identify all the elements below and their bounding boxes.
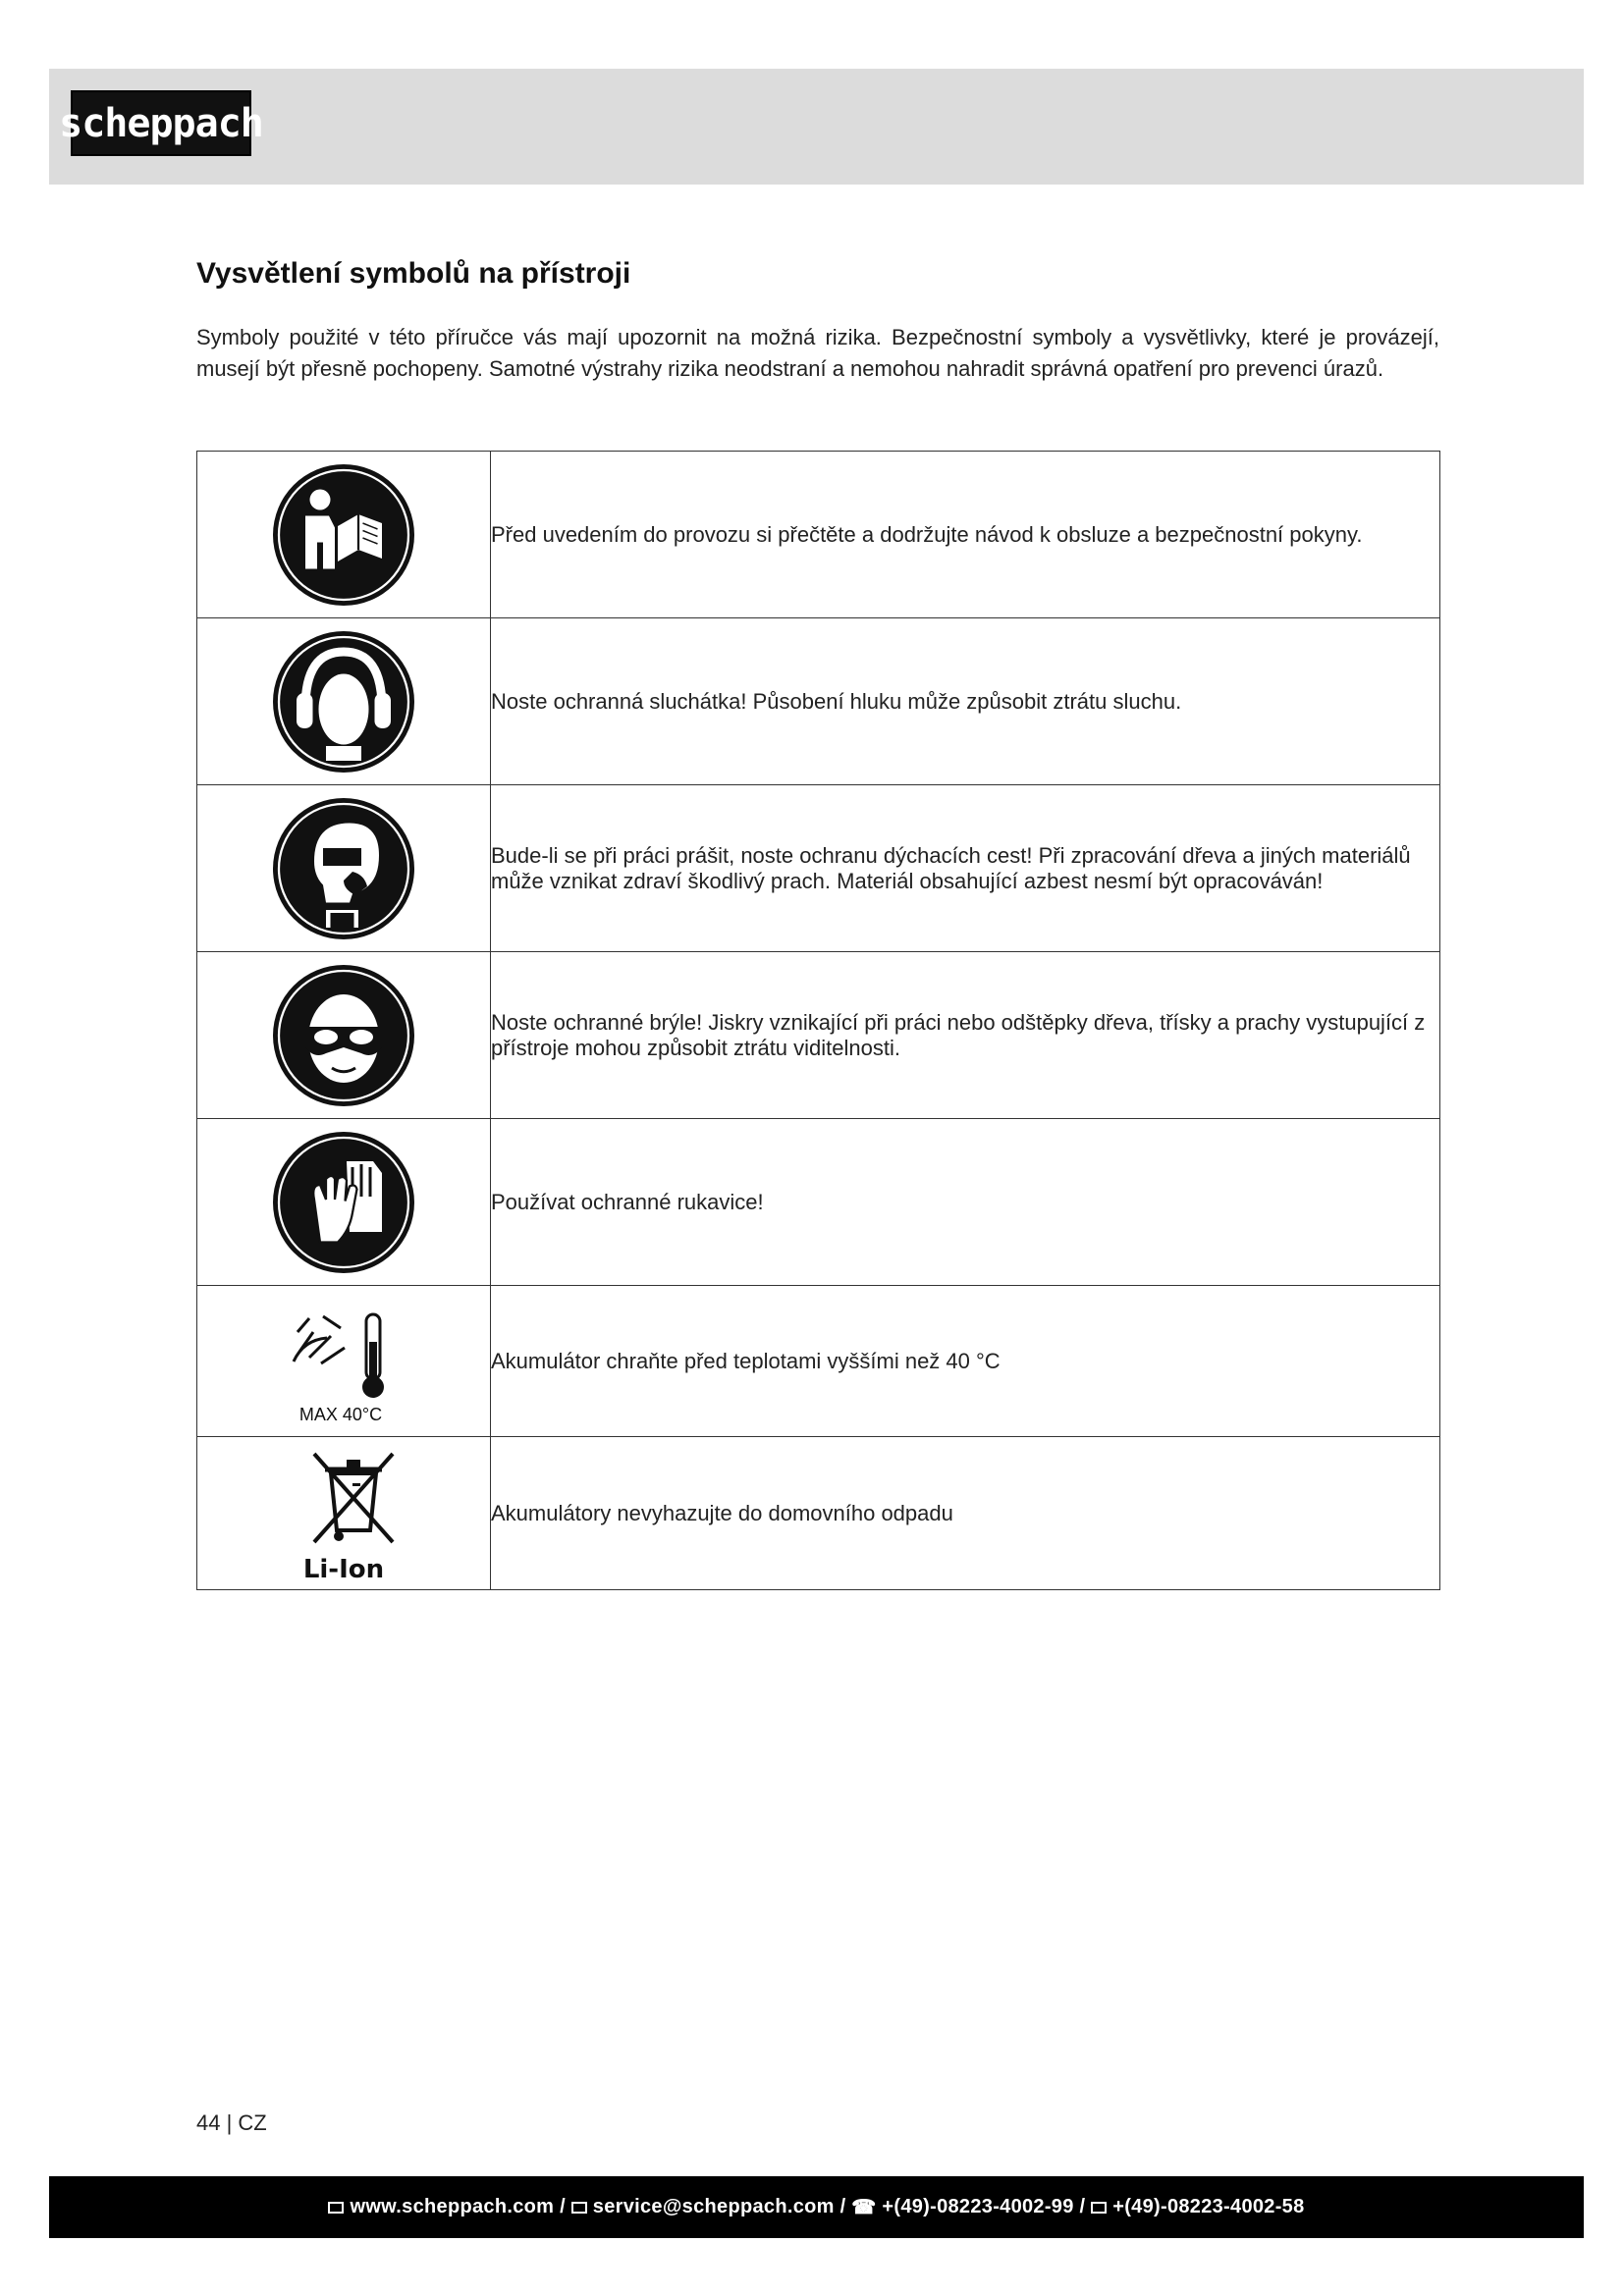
footer-web-link[interactable]: www.scheppach.com — [350, 2196, 555, 2217]
page-title: Vysvětlení symbolů na přístroji — [196, 257, 631, 290]
computer-icon — [328, 2202, 344, 2214]
icon-cell — [197, 452, 491, 618]
symbol-row — [197, 1119, 1440, 1286]
symbol-text: Bude-li se při práci prášit, noste ochranu dýchacích cest! Při zpracování dřeva a jiných materiálů může vznikat zdraví škodlivý prach. Materiál obsahující azbest nesmí být opracováván! — [491, 785, 1440, 952]
ear-protection-icon — [270, 628, 417, 775]
icon-cell — [197, 1286, 491, 1437]
footer-separator: / — [554, 2196, 571, 2217]
read-manual-icon — [270, 461, 417, 609]
symbol-row — [197, 785, 1440, 952]
symbol-row — [197, 452, 1440, 618]
symbol-text: Používat ochranné rukavice! — [491, 1119, 1440, 1286]
crossed-bin-icon — [270, 1440, 417, 1587]
header-band — [49, 69, 1584, 185]
footer-bar — [49, 2176, 1584, 2238]
safety-goggles-icon — [270, 962, 417, 1109]
scheppach-logo: scheppach — [71, 90, 251, 156]
symbol-text: Akumulátory nevyhazujte do domovního odpadu — [491, 1437, 1440, 1590]
icon-cell — [197, 952, 491, 1119]
page-number: 44 | CZ — [196, 2110, 267, 2135]
phone-icon: ☎ — [851, 2197, 883, 2218]
footer-fax: +(49)-08223-4002-58 — [1112, 2196, 1305, 2217]
crossed-bin-icon-label: Li-Ion — [302, 1554, 385, 1584]
mail-icon — [571, 2202, 587, 2214]
symbol-text: Akumulátor chraňte před teplotami vyššími než 40 °C — [491, 1286, 1440, 1437]
symbol-text: Noste ochranná sluchátka! Působení hluku může způsobit ztrátu sluchu. — [491, 618, 1440, 785]
temperature-icon — [270, 1293, 417, 1430]
icon-cell — [197, 618, 491, 785]
respirator-icon — [270, 795, 417, 942]
temperature-icon-label: MAX 40°C — [298, 1404, 383, 1424]
fax-icon — [1091, 2202, 1107, 2214]
symbols-table — [196, 451, 1440, 1590]
symbol-row — [197, 952, 1440, 1119]
icon-cell — [197, 1119, 491, 1286]
intro-paragraph: Symboly použité v této příručce vás mají upozornit na možná rizika. Bezpečnostní symboly a vysvětlivky, které je provázejí, musejí být přesně pochopeny. Samotné výstrahy rizika neodstraní a nemohou nahradit správná opatření pro prevenci úrazů. — [196, 325, 1439, 381]
symbol-row — [197, 1286, 1440, 1437]
gloves-icon — [270, 1129, 417, 1276]
footer-phone: +(49)-08223-4002-99 — [882, 2196, 1074, 2217]
icon-cell — [197, 785, 491, 952]
symbol-row — [197, 1437, 1440, 1590]
symbol-text: Před uvedením do provozu si přečtěte a dodržujte návod k obsluze a bezpečnostní pokyny. — [491, 452, 1440, 618]
symbol-text: Noste ochranné brýle! Jiskry vznikající při práci nebo odštěpky dřeva, třísky a prachy vystupující z přístroje mohou způsobit ztrátu viditelnosti. — [491, 952, 1440, 1119]
icon-cell — [197, 1437, 491, 1590]
symbol-row — [197, 618, 1440, 785]
footer-separator: / — [1073, 2196, 1092, 2217]
footer-email-link[interactable]: service@scheppach.com — [592, 2196, 835, 2217]
footer-separator: / — [834, 2196, 852, 2217]
